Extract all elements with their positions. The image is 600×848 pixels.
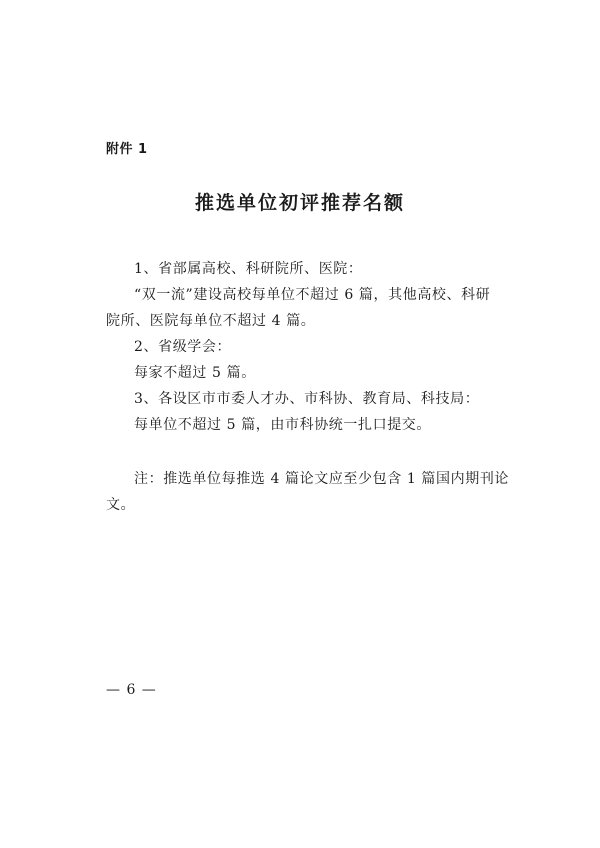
section-1-text-line-1: “双一流”建设高校每单位不超过 6 篇，其他高校、科研 xyxy=(134,287,491,303)
note-line-1: 注：推选单位每推选 4 篇论文应至少包含 1 篇国内期刊论 xyxy=(134,471,510,487)
section-1-text-line-2: 院所、医院每单位不超过 4 篇。 xyxy=(106,313,316,329)
section-3-heading: 3、各设区市市委人才办、市科协、教育局、科技局： xyxy=(134,391,480,407)
section-2-heading: 2、省级学会： xyxy=(134,339,232,355)
attachment-label: 附件 1 xyxy=(106,142,148,157)
page-title: 推选单位初评推荐名额 xyxy=(194,192,405,214)
page-number: — 6 — xyxy=(106,682,157,698)
section-1-heading: 1、省部属高校、科研院所、医院： xyxy=(134,261,363,277)
section-2-text-line-1: 每家不超过 5 篇。 xyxy=(134,365,256,381)
note-line-2: 文。 xyxy=(106,497,136,513)
section-3-text-line-1: 每单位不超过 5 篇，由市科协统一扎口提交。 xyxy=(134,417,432,433)
